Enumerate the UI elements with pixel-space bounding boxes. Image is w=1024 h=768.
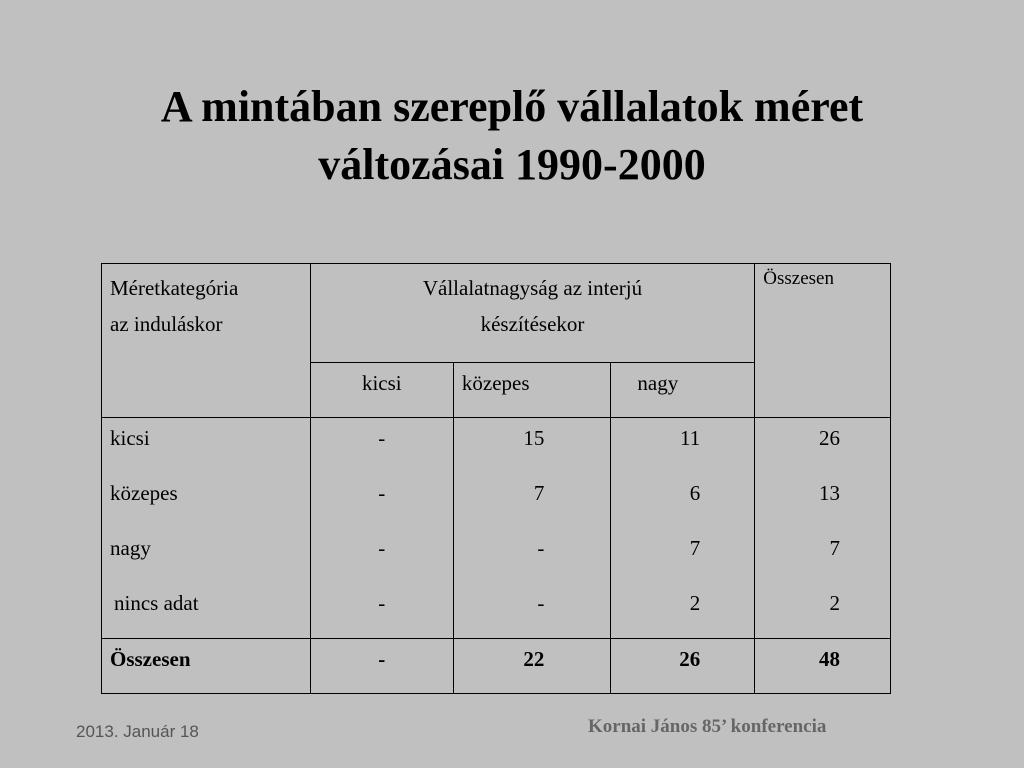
interview-size-header-line-2: készítésekor [480,312,585,336]
slide-title-line-1: A mintában szereplő vállalatok méret [160,82,864,131]
cell-total: 13 [755,473,891,528]
category-header [102,264,311,418]
row-label: közepes [102,473,311,528]
category-header-line-1: Méretkategória [110,276,239,300]
cell-kozepes: 15 [453,418,611,474]
cell-nagy: 2 [611,583,755,639]
table-row [102,528,891,583]
total-row-label: Összesen [102,639,311,694]
cell-total: 7 [755,528,891,583]
subheader-nagy: nagy [611,363,755,418]
slide-title [40,78,984,194]
subheader-kozepes: közepes [453,363,611,418]
slide-title-line-2: változásai 1990-2000 [318,140,706,189]
footer-date: 2013. Január 18 [76,722,199,741]
total-row [102,639,891,694]
table-header-row [102,264,891,363]
cell-kicsi: - [310,418,453,474]
total-cell-kicsi: - [310,639,453,694]
category-header-line-2: az induláskor [110,312,223,336]
row-label: nagy [102,528,311,583]
interview-size-header-line-1: Vállalatnagyság az interjú [422,276,643,300]
cell-kozepes: - [453,583,611,639]
cell-nagy: 7 [611,528,755,583]
cell-nagy: 6 [611,473,755,528]
interview-size-header [310,264,755,363]
subheader-kicsi: kicsi [310,363,453,418]
total-cell-nagy: 26 [611,639,755,694]
size-change-table [101,263,891,694]
footer-conference: Kornai János 85’ konferencia [588,716,827,737]
table-row [102,418,891,474]
cell-kicsi: - [310,528,453,583]
row-label: nincs adat [102,583,311,639]
total-cell-total: 48 [755,639,891,694]
cell-nagy: 11 [611,418,755,474]
cell-total: 2 [755,583,891,639]
total-cell-kozepes: 22 [453,639,611,694]
row-label: kicsi [102,418,311,474]
table-row [102,473,891,528]
cell-kozepes: - [453,528,611,583]
cell-kozepes: 7 [453,473,611,528]
cell-kicsi: - [310,473,453,528]
total-header: Összesen [755,264,891,418]
cell-kicsi: - [310,583,453,639]
table-row [102,583,891,639]
cell-total: 26 [755,418,891,474]
